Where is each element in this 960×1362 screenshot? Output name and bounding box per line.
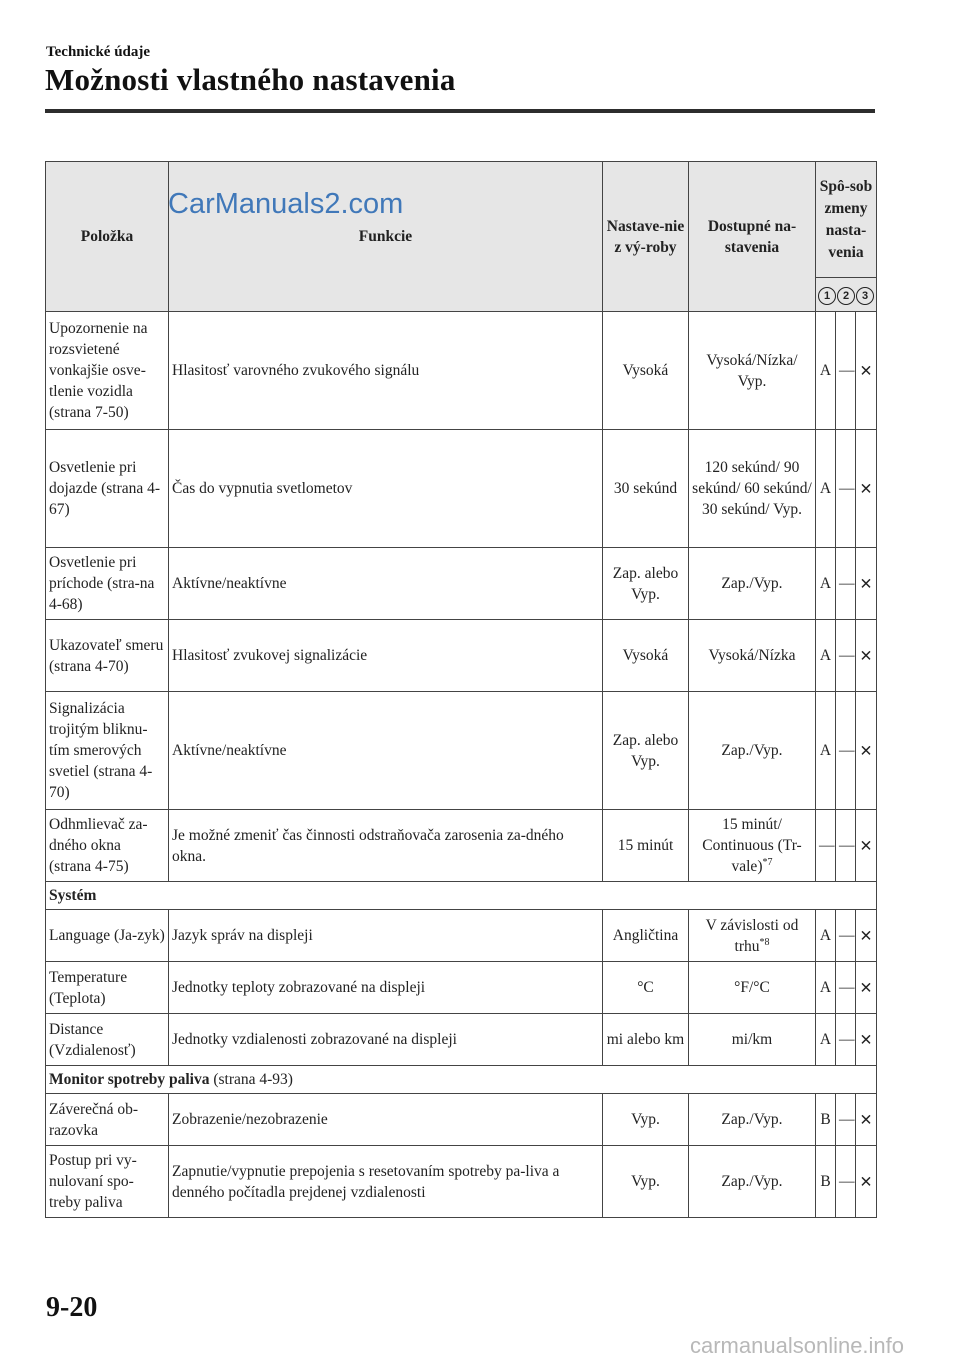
section-fuel-monitor <box>46 1066 877 1094</box>
cell-item: Signalizácia trojitým bliknu-tím smerových svetiel (strana 4-70) <box>46 692 169 810</box>
table-row <box>46 620 877 692</box>
cell-method-2: — <box>836 1146 856 1218</box>
customization-table <box>45 161 877 1218</box>
cell-available: Zap./Vyp. <box>689 548 816 620</box>
cell-default: Zap. alebo Vyp. <box>603 692 689 810</box>
page-title: Možnosti vlastného nastavenia <box>45 62 456 97</box>
section-system-title: Systém <box>49 887 97 904</box>
cell-method-3: ✕ <box>856 1146 877 1218</box>
cell-function: Zapnutie/vypnutie prepojenia s resetovaním spotreby pa-liva a denného počítadla prejdenej vzdialenosti <box>169 1146 603 1218</box>
cell-method-2: — <box>836 692 856 810</box>
cell-item: Záverečná ob-razovka <box>46 1094 169 1146</box>
cell-method-3: ✕ <box>856 620 877 692</box>
cell-function: Čas do vypnutia svetlometov <box>169 430 603 548</box>
table-row <box>46 1094 877 1146</box>
cell-default: 30 sekúnd <box>603 430 689 548</box>
page-number: 9-20 <box>46 1292 98 1323</box>
cell-function: Jednotky teploty zobrazované na displeji <box>169 962 603 1014</box>
cell-method-1: A <box>816 962 836 1014</box>
cell-method-1: A <box>816 910 836 962</box>
cell-item: Distance (Vzdialenosť) <box>46 1014 169 1066</box>
cell-method-3: ✕ <box>856 910 877 962</box>
cell-available: 120 sekúnd/ 90 sekúnd/ 60 sekúnd/ 30 sekúnd/ Vyp. <box>689 430 816 548</box>
cell-method-1: A <box>816 1014 836 1066</box>
section-system-label <box>46 882 877 910</box>
table-row <box>46 430 877 548</box>
cell-method-2: — <box>836 962 856 1014</box>
table-row <box>46 548 877 620</box>
available-text: 15 minút/ Continuous (Tr-vale) <box>702 816 802 875</box>
cell-method-2: — <box>836 620 856 692</box>
cell-method-2: — <box>836 430 856 548</box>
cell-method-3: ✕ <box>856 962 877 1014</box>
section-fuel-monitor-title: Monitor spotreby paliva <box>49 1071 210 1088</box>
cell-default: Zap. alebo Vyp. <box>603 548 689 620</box>
section-fuel-monitor-page-ref: (strana 4-93) <box>213 1071 293 1088</box>
table-row <box>46 692 877 810</box>
method-number-3: 3 <box>856 287 874 305</box>
cell-function: Je možné zmeniť čas činnosti odstraňovača zarosenia za-dného okna. <box>169 810 603 882</box>
cell-method-3: ✕ <box>856 692 877 810</box>
cell-default: Vysoká <box>603 312 689 430</box>
cell-available: Vysoká/Nízka <box>689 620 816 692</box>
cell-function: Jednotky vzdialenosti zobrazované na displeji <box>169 1014 603 1066</box>
cell-available <box>689 910 816 962</box>
header-default: Nastave-nie z vý-roby <box>603 162 689 312</box>
header-method-numbers <box>816 278 877 312</box>
cell-item: Odhmlievač za-dného okna (strana 4-75) <box>46 810 169 882</box>
section-label: Technické údaje <box>46 44 151 60</box>
cell-method-1: A <box>816 548 836 620</box>
cell-method-3: ✕ <box>856 430 877 548</box>
cell-function: Jazyk správ na displeji <box>169 910 603 962</box>
cell-item: Osvetlenie pri dojazde (strana 4-67) <box>46 430 169 548</box>
method-number-2: 2 <box>837 287 855 305</box>
available-text: V závislosti od trhu <box>705 916 799 955</box>
cell-item: Postup pri vy-nulovaní spo-treby paliva <box>46 1146 169 1218</box>
header-function: Funkcie <box>169 162 603 312</box>
table-row <box>46 910 877 962</box>
cell-function: Zobrazenie/nezobrazenie <box>169 1094 603 1146</box>
table-row <box>46 810 877 882</box>
cell-item: Upozornenie na rozsvietené vonkajšie osve-tlenie vozidla (strana 7-50) <box>46 312 169 430</box>
cell-available: mi/km <box>689 1014 816 1066</box>
cell-available: Zap./Vyp. <box>689 1094 816 1146</box>
cell-item: Ukazovateľ smeru (strana 4-70) <box>46 620 169 692</box>
cell-method-2: — <box>836 548 856 620</box>
cell-method-2: — <box>836 1094 856 1146</box>
header-method: Spô-sob zmeny nasta-venia <box>816 162 877 278</box>
cell-method-1: A <box>816 312 836 430</box>
cell-method-3: ✕ <box>856 1094 877 1146</box>
cell-method-3: ✕ <box>856 312 877 430</box>
cell-method-3: ✕ <box>856 548 877 620</box>
cell-item: Language (Ja-zyk) <box>46 910 169 962</box>
cell-item: Osvetlenie pri príchode (stra-na 4-68) <box>46 548 169 620</box>
cell-default: Vyp. <box>603 1146 689 1218</box>
footnote-ref: *8 <box>759 936 770 948</box>
cell-method-1: B <box>816 1146 836 1218</box>
footnote-ref: *7 <box>762 856 773 868</box>
cell-method-1: A <box>816 430 836 548</box>
header-item: Položka <box>46 162 169 312</box>
watermark-bottom: carmanualsonline.info <box>690 1333 905 1358</box>
table-row <box>46 1146 877 1218</box>
cell-method-1: A <box>816 620 836 692</box>
table-row <box>46 962 877 1014</box>
cell-function: Aktívne/neaktívne <box>169 548 603 620</box>
cell-available <box>689 810 816 882</box>
title-rule <box>45 109 875 113</box>
section-fuel-monitor-label <box>46 1066 877 1094</box>
cell-available: Vysoká/Nízka/ Vyp. <box>689 312 816 430</box>
table-row <box>46 312 877 430</box>
cell-item: Temperature (Teplota) <box>46 962 169 1014</box>
table-row <box>46 1014 877 1066</box>
cell-default: Angličtina <box>603 910 689 962</box>
cell-method-2: — <box>836 312 856 430</box>
cell-method-1: B <box>816 1094 836 1146</box>
cell-method-2: — <box>836 910 856 962</box>
cell-method-2: — <box>836 1014 856 1066</box>
section-system <box>46 882 877 910</box>
method-number-1: 1 <box>818 287 836 305</box>
header-available: Dostupné na-stavenia <box>689 162 816 312</box>
cell-available: Zap./Vyp. <box>689 692 816 810</box>
cell-default: mi alebo km <box>603 1014 689 1066</box>
watermark-logo: CarManuals2.com <box>168 188 404 220</box>
cell-method-1: A <box>816 692 836 810</box>
cell-default: Vyp. <box>603 1094 689 1146</box>
cell-default: Vysoká <box>603 620 689 692</box>
cell-default: °C <box>603 962 689 1014</box>
cell-method-1: — <box>816 810 836 882</box>
cell-available: °F/°C <box>689 962 816 1014</box>
cell-method-3: ✕ <box>856 810 877 882</box>
cell-function: Aktívne/neaktívne <box>169 692 603 810</box>
cell-function: Hlasitosť zvukovej signalizácie <box>169 620 603 692</box>
cell-default: 15 minút <box>603 810 689 882</box>
cell-available: Zap./Vyp. <box>689 1146 816 1218</box>
cell-method-2: — <box>836 810 856 882</box>
cell-function: Hlasitosť varovného zvukového signálu <box>169 312 603 430</box>
cell-method-3: ✕ <box>856 1014 877 1066</box>
